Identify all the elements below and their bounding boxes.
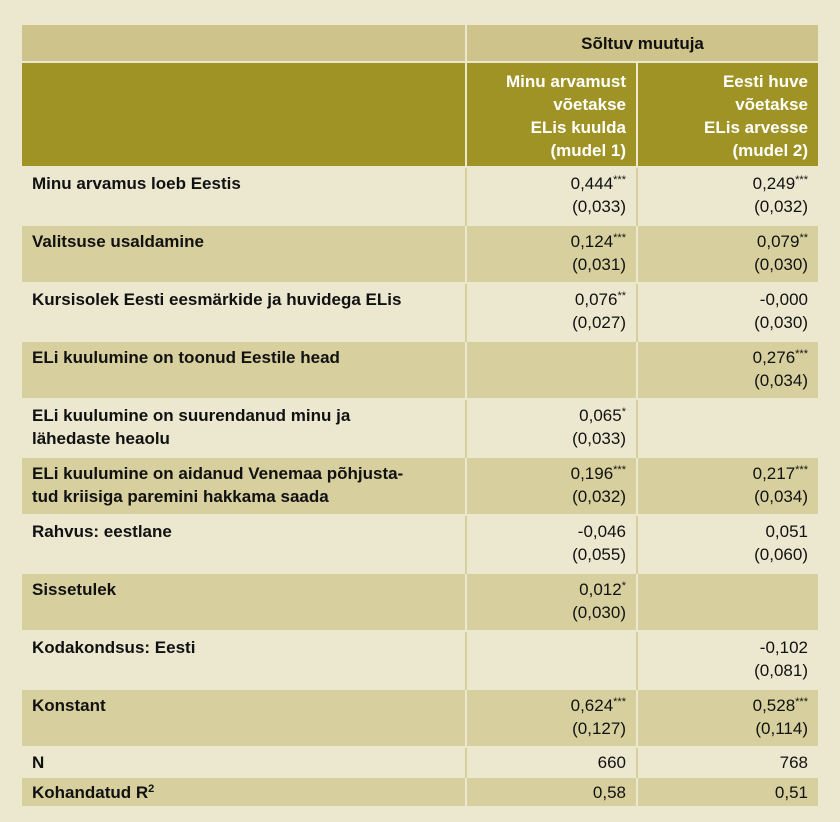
standard-error: (0,030) [754, 313, 808, 332]
model-1-value [466, 457, 637, 515]
row-label-line: Rahvus: eestlane [32, 522, 172, 541]
standard-error: (0,030) [572, 603, 626, 622]
table-row [22, 515, 818, 573]
model-1-header [466, 62, 637, 167]
standard-error: (0,034) [754, 487, 808, 506]
coefficient-line [477, 462, 626, 485]
coefficient: 0,528 [752, 696, 796, 715]
r2-superscript: 2 [148, 782, 155, 795]
coefficient: 0,076 [574, 290, 618, 309]
model-1-header-line: ELis kuulda [530, 117, 626, 137]
coefficient: 0,079 [756, 232, 800, 251]
row-label-line: tud kriisiga paremini hakkama saada [32, 487, 329, 506]
model-1-value [466, 515, 637, 573]
table-row [22, 573, 818, 631]
table-row [22, 631, 818, 689]
model-2-value [637, 457, 818, 515]
model-1-value: 660 [466, 747, 637, 777]
coefficient-line [648, 346, 808, 369]
table-row [22, 167, 818, 225]
row-label-line: Kodakondsus: Eesti [32, 638, 196, 657]
model-2-header [637, 62, 818, 167]
model-2-value [637, 515, 818, 573]
header-row-models [22, 62, 818, 167]
standard-error: (0,081) [754, 661, 808, 680]
coefficient: 0,444 [570, 174, 614, 193]
model-2-header-line: ELis arvesse [704, 117, 808, 137]
row-label-line: lähedaste heaolu [32, 429, 170, 448]
significance-stars: *** [613, 174, 626, 186]
standard-error: (0,060) [754, 545, 808, 564]
row-label-line: Valitsuse usaldamine [32, 232, 204, 251]
row-label [22, 225, 466, 283]
standard-error: (0,030) [754, 255, 808, 274]
table-row [22, 225, 818, 283]
row-label-line: ELi kuulumine on aidanud Venemaa põhjusta- [32, 464, 404, 483]
table-row [22, 689, 818, 747]
row-label [22, 341, 466, 399]
row-label [22, 399, 466, 457]
model-1-value [466, 341, 637, 399]
row-label [22, 515, 466, 573]
model-2-value: 0,51 [637, 777, 818, 806]
row-label [22, 777, 466, 806]
significance-stars: *** [795, 464, 808, 476]
standard-error: (0,127) [572, 719, 626, 738]
row-label: N [22, 747, 466, 777]
coefficient: 0,065 [579, 406, 622, 425]
model-1-header-line: Minu arvamust [506, 71, 626, 91]
model-2-value [637, 225, 818, 283]
coefficient-line [477, 520, 626, 543]
coefficient: 0,051 [765, 522, 808, 541]
coefficient: 0,624 [570, 696, 614, 715]
table-row [22, 457, 818, 515]
row-label [22, 457, 466, 515]
table-row-n [22, 747, 818, 777]
coefficient-line [477, 230, 626, 253]
row-label [22, 573, 466, 631]
model-2-value [637, 689, 818, 747]
row-label [22, 167, 466, 225]
table-body [22, 167, 818, 747]
r2-label-text: Kohandatud R [32, 782, 149, 802]
significance-stars: *** [795, 348, 808, 360]
coefficient: 0,012 [579, 580, 622, 599]
model-2-value [637, 399, 818, 457]
model-1-value [466, 167, 637, 225]
significance-stars: * [621, 580, 626, 592]
coefficient-line [477, 578, 626, 601]
row-label [22, 631, 466, 689]
model-1-value [466, 573, 637, 631]
coefficient-line [648, 230, 808, 253]
standard-error: (0,114) [755, 719, 808, 738]
model-1-value [466, 399, 637, 457]
model-1-value [466, 631, 637, 689]
table-row [22, 283, 818, 341]
significance-stars: ** [799, 232, 808, 244]
row-label [22, 689, 466, 747]
model-1-header-line: võetakse [553, 94, 626, 114]
row-label-line: Kursisolek Eesti eesmärkide ja huvidega ELis [32, 290, 402, 309]
coefficient: -0,000 [759, 290, 808, 309]
model-2-header-line: (mudel 2) [732, 140, 808, 160]
row-label-line: ELi kuulumine on suurendanud minu ja [32, 406, 351, 425]
significance-stars: *** [613, 232, 626, 244]
standard-error: (0,033) [572, 429, 626, 448]
coefficient-line [648, 462, 808, 485]
coefficient: 0,217 [752, 464, 796, 483]
coefficient-line [648, 694, 808, 717]
significance-stars: * [621, 406, 626, 418]
model-2-value [637, 573, 818, 631]
standard-error: (0,033) [572, 197, 626, 216]
coefficient: -0,046 [577, 522, 626, 541]
table-row [22, 399, 818, 457]
coefficient-line [648, 172, 808, 195]
header-empty-cell-2 [22, 62, 466, 167]
header-row-dependent [22, 25, 818, 62]
coefficient: 0,196 [570, 464, 614, 483]
model-2-header-line: võetakse [735, 94, 808, 114]
coefficient: 0,276 [752, 348, 796, 367]
row-label-line: Konstant [32, 696, 106, 715]
coefficient-line [477, 172, 626, 195]
header-empty-cell [22, 25, 466, 62]
coefficient: -0,102 [759, 638, 808, 657]
model-2-value [637, 167, 818, 225]
significance-stars: *** [795, 174, 808, 186]
coefficient-line [648, 520, 808, 543]
model-1-value: 0,58 [466, 777, 637, 806]
model-1-value [466, 283, 637, 341]
table-row-r2 [22, 777, 818, 806]
model-2-value [637, 283, 818, 341]
standard-error: (0,032) [572, 487, 626, 506]
coefficient-line [648, 636, 808, 659]
significance-stars: *** [613, 464, 626, 476]
dependent-variable-header: Sõltuv muutuja [466, 25, 818, 62]
model-2-value: 768 [637, 747, 818, 777]
standard-error: (0,055) [572, 545, 626, 564]
significance-stars: *** [795, 696, 808, 708]
model-1-value [466, 689, 637, 747]
coefficient-line [648, 288, 808, 311]
standard-error: (0,034) [754, 371, 808, 390]
coefficient: 0,249 [752, 174, 796, 193]
regression-table [22, 25, 818, 806]
coefficient-line [477, 694, 626, 717]
significance-stars: ** [617, 290, 626, 302]
coefficient-line [477, 404, 626, 427]
row-label-line: ELi kuulumine on toonud Eestile head [32, 348, 340, 367]
coefficient-line [477, 288, 626, 311]
model-2-header-line: Eesti huve [722, 71, 808, 91]
row-label [22, 283, 466, 341]
significance-stars: *** [613, 696, 626, 708]
standard-error: (0,031) [572, 255, 626, 274]
row-label-line: Minu arvamus loeb Eestis [32, 174, 241, 193]
standard-error: (0,032) [754, 197, 808, 216]
model-1-header-line: (mudel 1) [550, 140, 626, 160]
table-row [22, 341, 818, 399]
coefficient: 0,124 [570, 232, 614, 251]
model-1-value [466, 225, 637, 283]
regression-table-container [22, 25, 818, 806]
row-label-line: Sissetulek [32, 580, 117, 599]
standard-error: (0,027) [572, 313, 626, 332]
model-2-value [637, 631, 818, 689]
model-2-value [637, 341, 818, 399]
